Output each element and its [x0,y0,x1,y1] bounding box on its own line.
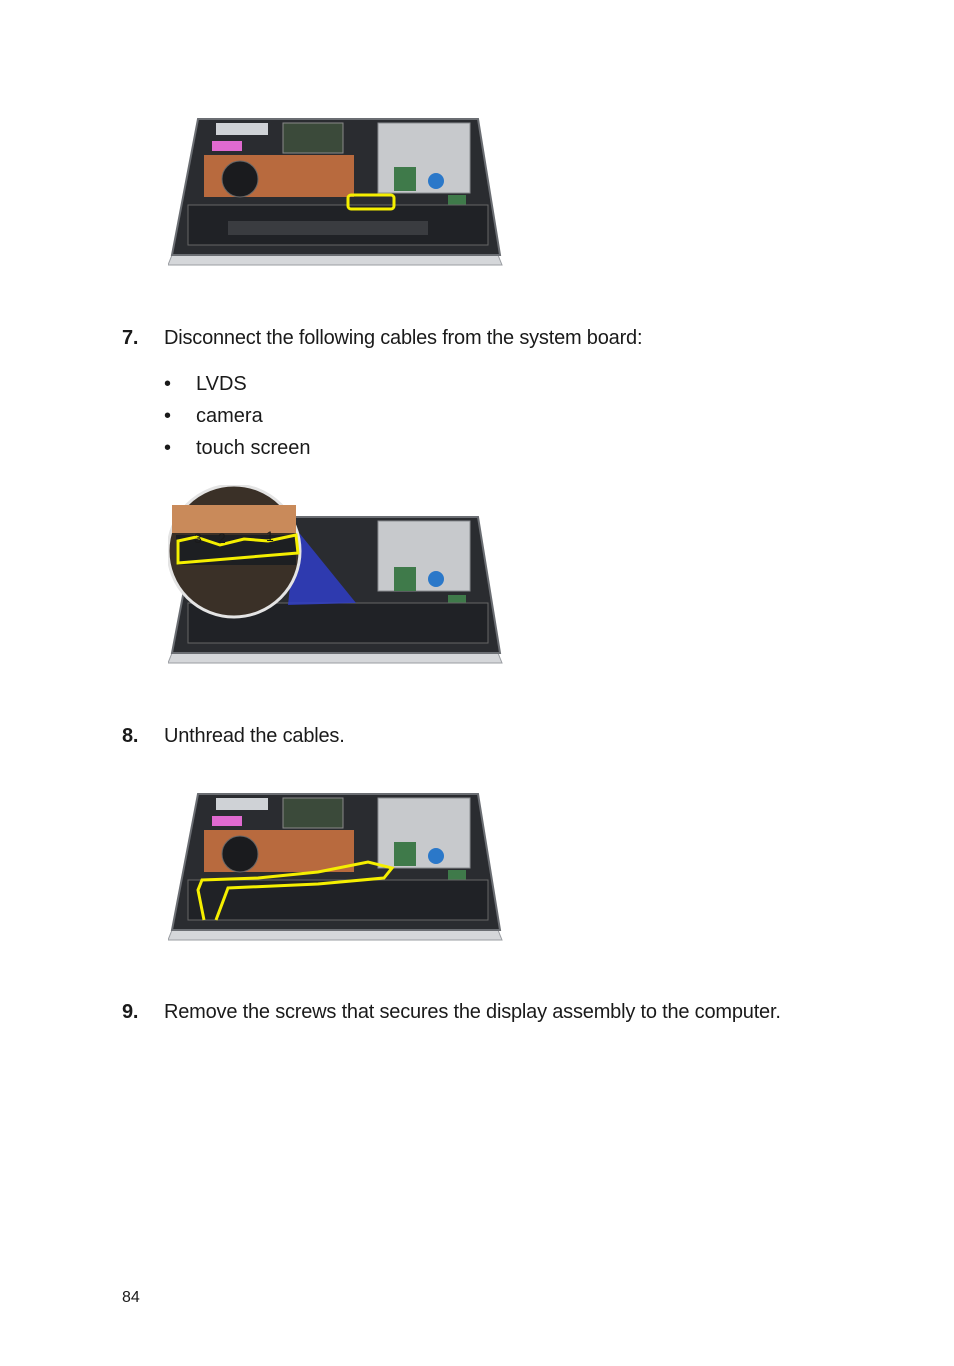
step-number: 7. [122,327,139,349]
step-text: Disconnect the following cables from the system board: [164,327,643,349]
callout-label: 2 [218,530,226,546]
laptop-connector-photo [168,105,504,273]
step-text: Unthread the cables. [164,725,345,747]
laptop-cables-zoom-photo [168,485,504,671]
cable-list [164,372,311,468]
callout-label: 3 [194,530,202,546]
list-item: • camera [164,405,263,427]
list-item: • touch screen [164,437,311,459]
step-7 [122,326,642,350]
page-number: 84 [122,1289,140,1306]
callout-label: 1 [266,528,274,544]
list-item: • LVDS [164,373,247,395]
step-number: 9. [122,1001,139,1023]
step-9 [122,1000,781,1024]
step-number: 8. [122,725,139,747]
step-8 [122,724,345,748]
laptop-cable-routing-photo [168,780,504,948]
step-text: Remove the screws that secures the display assembly to the computer. [164,1001,781,1023]
